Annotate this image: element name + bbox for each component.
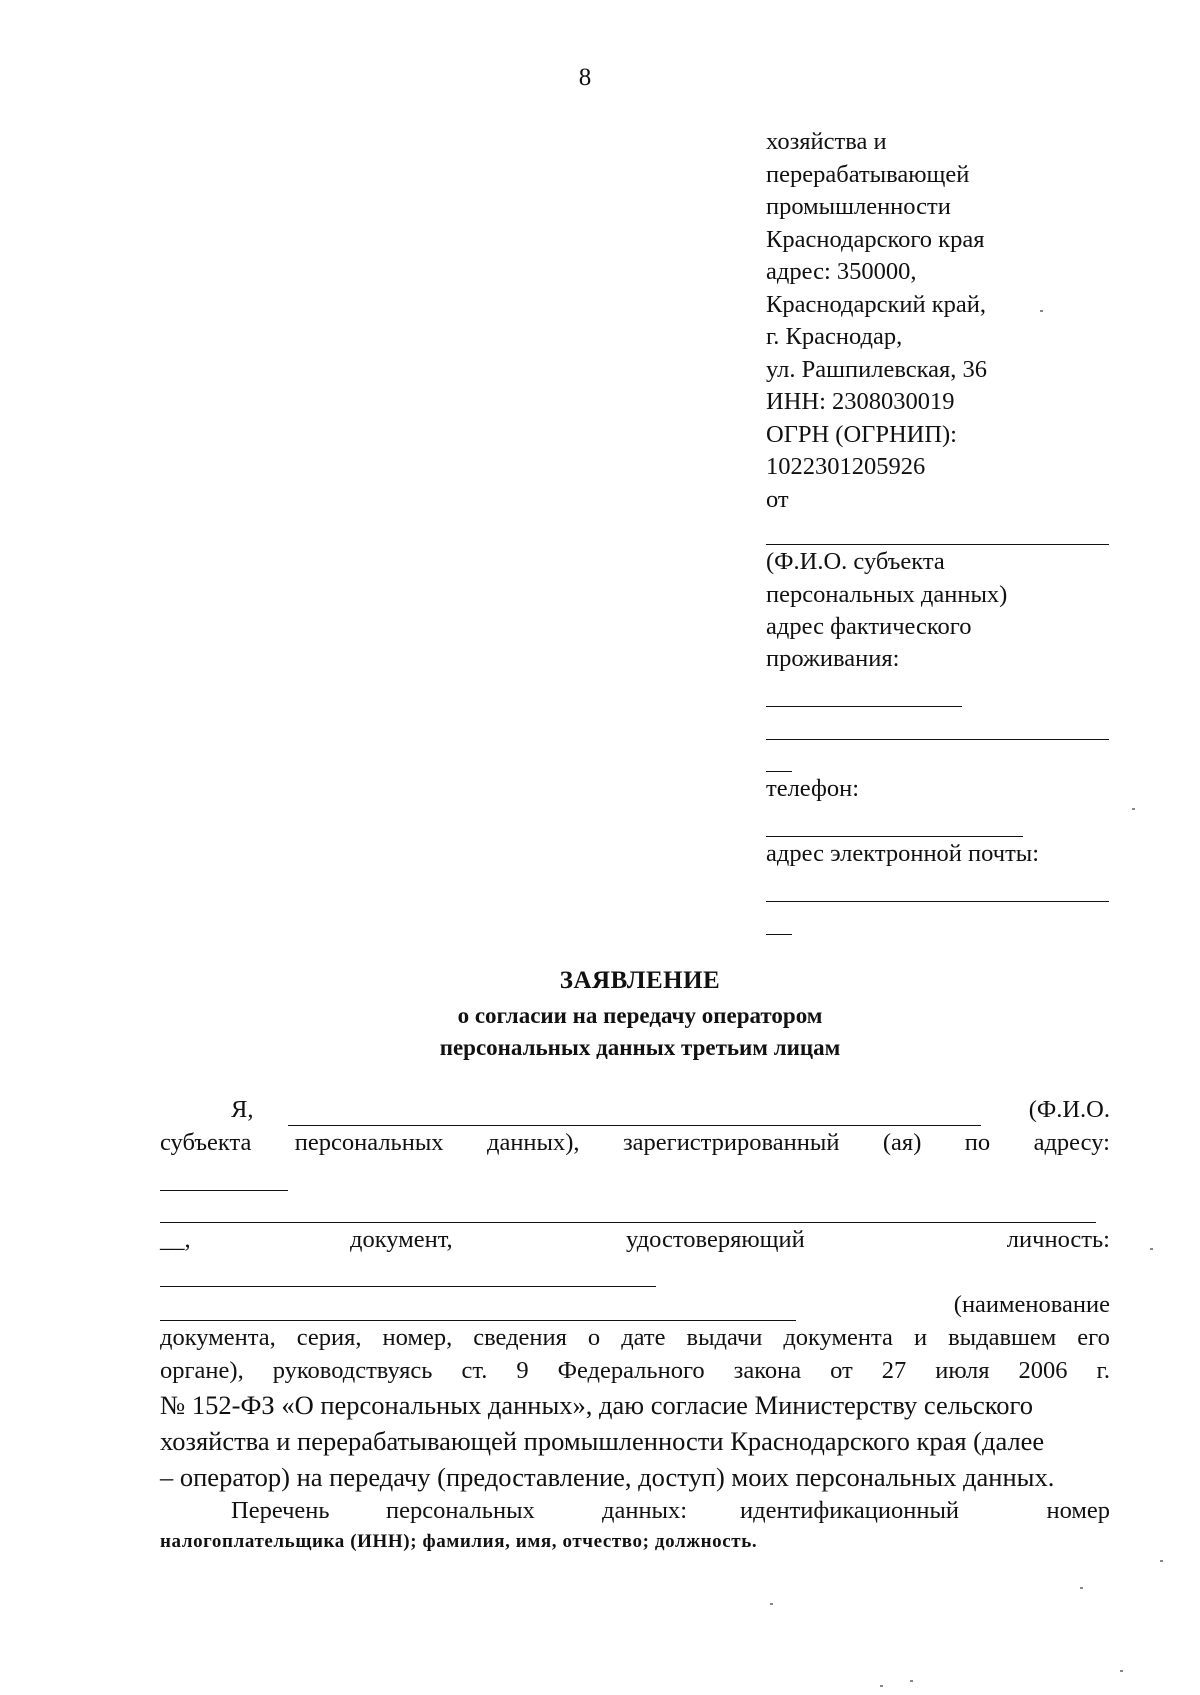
fio-caption-1: (Ф.И.О. субъекта	[766, 548, 945, 575]
paragraph-line-5: – оператор) на передачу (предоставление, доступ) моих персональных данных.	[160, 1462, 1055, 1492]
scan-speck	[1120, 1670, 1123, 1672]
recipient-line: промышленности	[766, 193, 951, 220]
phone-blank-line	[766, 836, 1023, 837]
recipient-line: г. Краснодар,	[766, 323, 903, 350]
word: сведения	[473, 1324, 567, 1351]
recipient-line: адрес: 350000,	[766, 258, 917, 285]
paragraph-line-4: хозяйства и перерабатывающей промышленности Краснодарского края (далее	[160, 1426, 1045, 1456]
word: и	[913, 1324, 928, 1351]
body-line-2	[160, 1129, 1110, 1157]
word: Перечень	[231, 1497, 330, 1524]
word: данных:	[602, 1497, 688, 1524]
recipient-line: хозяйства и	[766, 128, 887, 155]
word: адресу:	[1033, 1129, 1110, 1156]
word: идентификационный	[740, 1497, 960, 1524]
recipient-line: ул. Рашпилевская, 36	[766, 355, 988, 383]
word: 27	[881, 1357, 907, 1384]
email-blank-line	[766, 901, 1109, 902]
word: субъекта	[160, 1129, 252, 1156]
recipient-line: 1022301205926	[766, 453, 926, 480]
word: г.	[1096, 1357, 1110, 1384]
word: документа,	[160, 1324, 276, 1351]
recipient-line: от	[766, 485, 789, 513]
word: удостоверяющий	[626, 1226, 805, 1253]
scan-speck	[770, 1603, 773, 1605]
word: зарегистрированный	[622, 1129, 840, 1156]
address-blank-line-2	[766, 739, 1109, 740]
word: от	[830, 1357, 853, 1384]
scan-speck	[910, 1680, 913, 1682]
word: личность:	[1006, 1226, 1110, 1253]
word: серия,	[296, 1324, 362, 1351]
word: номер,	[382, 1324, 453, 1351]
paragraph-line-2	[160, 1357, 1110, 1385]
address-label-1: адрес фактического	[766, 613, 972, 640]
word: руководствуясь	[272, 1357, 433, 1384]
fio-label: (Ф.И.О.	[1028, 1096, 1110, 1123]
naimenovanie-label: (наименование	[953, 1291, 1110, 1318]
recipient-line: перерабатывающей	[766, 160, 970, 188]
document-title: ЗАЯВЛЕНИЕ	[559, 967, 721, 994]
scan-speck	[1132, 808, 1135, 810]
document-subtitle-2: персональных данных третьим лицам	[439, 1035, 841, 1060]
address-registration-line-2	[160, 1222, 1096, 1223]
word: номер	[1046, 1497, 1110, 1524]
scan-speck	[1080, 1587, 1083, 1589]
ya-label: Я,	[231, 1096, 254, 1123]
word: органе),	[160, 1357, 244, 1384]
paragraph-line-3: № 152-ФЗ «О персональных данных», даю согласие Министерству сельского	[160, 1390, 1034, 1420]
recipient-block	[766, 126, 1106, 516]
fio-caption-2: персональных данных)	[766, 581, 1008, 608]
paragraph-line-7: налогоплательщика (ИНН); фамилия, имя, отчество; должность.	[160, 1531, 758, 1552]
address-blank-dash	[766, 771, 792, 772]
word: 9	[516, 1357, 529, 1384]
word: Федерального	[557, 1357, 705, 1384]
paragraph-line-1	[160, 1324, 1110, 1352]
recipient-line: ОГРН (ОГРНИП):	[766, 420, 957, 448]
word: его	[1077, 1324, 1110, 1351]
email-label: адрес электронной почты:	[766, 840, 1040, 867]
document-line-2	[160, 1320, 796, 1321]
recipient-line: Краснодарский край,	[766, 290, 986, 318]
scan-speck	[880, 1685, 883, 1687]
word: документа	[783, 1324, 893, 1351]
document-subtitle-1: о согласии на передачу оператором	[457, 1003, 823, 1028]
fio-input-line	[288, 1125, 981, 1126]
word: персональных	[294, 1129, 444, 1156]
word: закона	[733, 1357, 802, 1384]
page-number: 8	[578, 64, 592, 91]
address-registration-line-1	[160, 1190, 288, 1191]
word: документ,	[350, 1226, 453, 1253]
recipient-line: ИНН: 2308030019	[766, 388, 955, 415]
word: по	[964, 1129, 991, 1156]
comma-dash: __,	[160, 1226, 191, 1253]
phone-label: телефон:	[766, 775, 860, 802]
fio-blank-line	[766, 544, 1109, 545]
word: июля	[935, 1357, 990, 1384]
word: дате	[621, 1324, 666, 1351]
word: ст.	[461, 1357, 488, 1384]
scan-speck	[1150, 1248, 1153, 1250]
email-blank-dash	[766, 934, 792, 935]
word: о	[587, 1324, 601, 1351]
word: персональных	[386, 1497, 535, 1524]
scan-speck	[1160, 1560, 1163, 1562]
address-label-2: проживания:	[766, 645, 900, 672]
scan-speck	[1040, 310, 1043, 312]
address-blank-line-1	[766, 706, 962, 707]
word: данных),	[486, 1129, 580, 1156]
word: (ая)	[882, 1129, 922, 1156]
word: 2006	[1018, 1357, 1068, 1384]
word: выдачи	[686, 1324, 763, 1351]
document-line-1	[160, 1286, 656, 1287]
word: выдавшем	[948, 1324, 1057, 1351]
recipient-line: Краснодарского края	[766, 225, 985, 253]
